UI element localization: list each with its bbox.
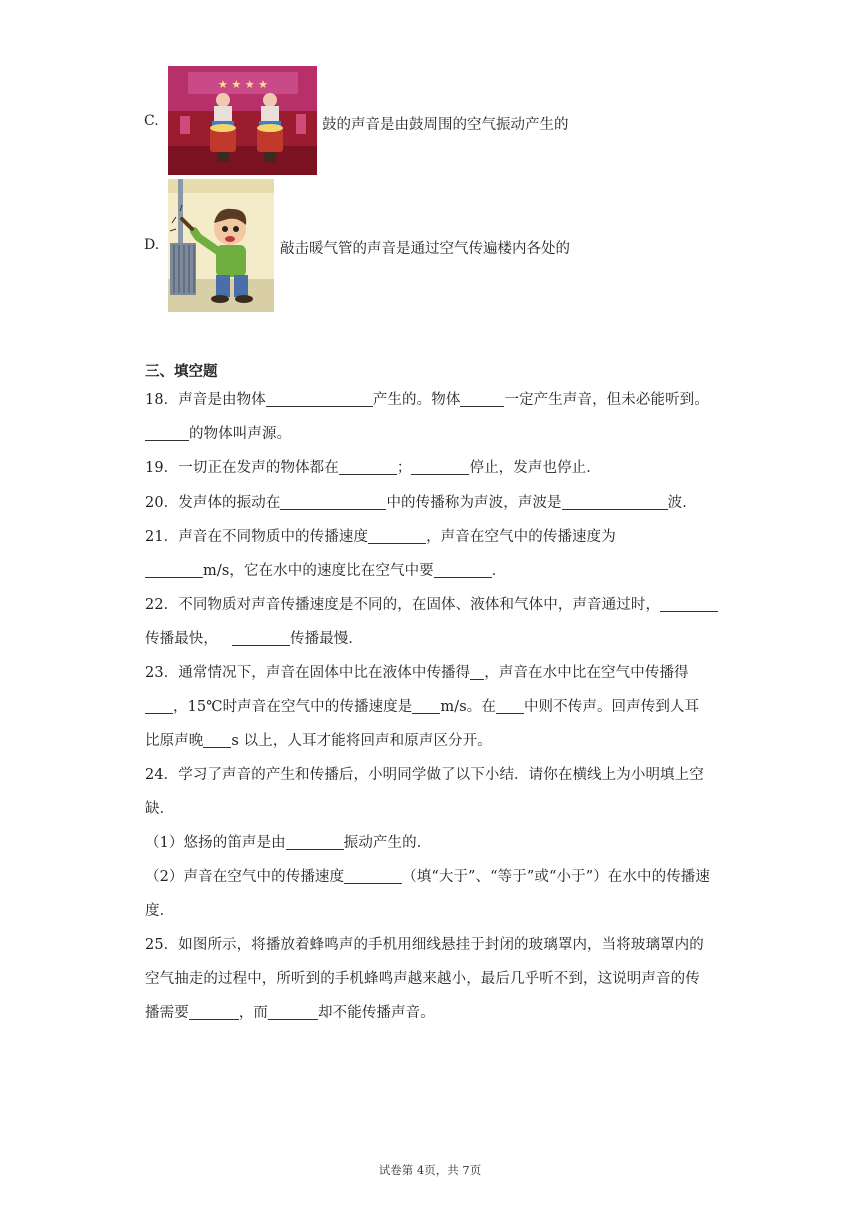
question-24-sub-2-cont xyxy=(145,899,174,920)
q24-text-1: 24．学习了声音的产生和传播后，小明同学做了以下小结．请你在横线上为小明填上空 xyxy=(145,767,704,783)
question-24-sub-2 xyxy=(145,865,710,886)
q23-text-3: ，15℃时声音在空气中的传播速度是 xyxy=(173,699,413,715)
q21-blank-3[interactable] xyxy=(434,563,492,579)
q23-text-6: 比原声晚 xyxy=(145,733,204,749)
question-22-line-1 xyxy=(145,593,718,614)
question-23-line-1 xyxy=(145,661,689,682)
q24-sub2-text-3: 度． xyxy=(145,903,175,919)
question-25-line-3 xyxy=(145,1001,435,1022)
q23-text-2: ，声音在水中比在空气中传播得 xyxy=(484,665,689,681)
page-footer: 试卷第 4页，共 7页 xyxy=(378,1163,482,1177)
q18-text-4: 的物体叫声源。 xyxy=(189,426,292,442)
q23-blank-3[interactable] xyxy=(412,699,440,715)
q23-text-1: 23．通常情况下，声音在固体中比在液体中传播得 xyxy=(145,665,471,681)
q21-text-1: 21．声音在不同物质中的传播速度 xyxy=(145,529,369,545)
question-19 xyxy=(145,456,601,477)
q25-blank-1[interactable] xyxy=(189,1005,239,1021)
heating-pipe-illustration xyxy=(168,179,274,312)
q20-blank-1[interactable] xyxy=(280,495,386,511)
q19-text-1: 19．一切正在发声的物体都在 xyxy=(145,460,339,476)
question-20 xyxy=(145,491,697,512)
q25-text-3: 播需要 xyxy=(145,1005,189,1021)
q25-text-2: 空气抽走的过程中，所听到的手机蜂鸣声越来越小，最后几乎听不到，这说明声音的传 xyxy=(145,971,700,987)
q23-blank-1[interactable] xyxy=(470,665,484,681)
q25-text-1: 25．如图所示，将播放着蜂鸣声的手机用细线悬挂于封闭的玻璃罩内，当将玻璃罩内的 xyxy=(145,937,704,953)
q20-text-3: 波． xyxy=(667,495,697,511)
section-title: 三、填空题 xyxy=(145,363,218,380)
q23-text-7: s 以上，人耳才能将回声和原声区分开。 xyxy=(231,733,492,749)
question-25-line-2 xyxy=(145,967,700,988)
q23-blank-5[interactable] xyxy=(203,733,231,749)
q24-blank-2[interactable] xyxy=(344,869,402,885)
q24-text-2: 缺． xyxy=(145,801,175,817)
q22-text-2: 传播最快， xyxy=(145,631,218,647)
question-18-line-2 xyxy=(145,422,291,443)
question-22-line-2 xyxy=(145,627,363,648)
svg-text:★ ★ ★ ★: ★ ★ ★ ★ xyxy=(218,78,268,91)
drum-performance-illustration xyxy=(168,66,317,175)
q18-blank-1[interactable] xyxy=(266,392,373,408)
option-c-letter: C. xyxy=(144,113,159,129)
q21-blank-1[interactable] xyxy=(368,529,426,545)
q24-sub2-text-2: （填“大于”、“等于”或“小于”）在水中的传播速 xyxy=(402,869,711,885)
option-d-text: 敲击暖气管的声音是通过空气传遍楼内各处的 xyxy=(280,241,570,257)
option-c-text: 鼓的声音是由鼓周围的空气振动产生的 xyxy=(322,117,569,133)
option-d-letter: D. xyxy=(144,237,160,253)
q22-text-1: 22．不同物质对声音传播速度是不同的，在固体、液体和气体中，声音通过时， xyxy=(145,597,661,613)
q18-blank-2[interactable] xyxy=(460,392,504,408)
q18-text-1: 18．声音是由物体 xyxy=(145,392,266,408)
q19-blank-2[interactable] xyxy=(411,460,469,476)
q18-text-2: 产生的。物体 xyxy=(372,392,461,408)
q22-blank-1[interactable] xyxy=(660,597,718,613)
q23-blank-4[interactable] xyxy=(496,699,524,715)
q25-text-5: 却不能传播声音。 xyxy=(318,1005,435,1021)
q21-text-3: m/s，它在水中的速度比在空气中要 xyxy=(203,563,434,579)
q24-sub1-text-2: 振动产生的． xyxy=(343,835,432,851)
q24-blank-1[interactable] xyxy=(286,835,344,851)
q19-text-3: 停止，发声也停止． xyxy=(469,460,601,476)
question-21-line-1 xyxy=(145,525,616,546)
question-18-line-1 xyxy=(145,388,709,409)
q25-blank-2[interactable] xyxy=(268,1005,318,1021)
q24-sub1-text-1: （1）悠扬的笛声是由 xyxy=(145,835,286,851)
q21-blank-2[interactable] xyxy=(145,563,203,579)
q21-text-4: ． xyxy=(491,563,507,579)
q19-text-2: ； xyxy=(396,460,412,476)
question-21-line-2 xyxy=(145,559,506,580)
q18-blank-3[interactable] xyxy=(145,426,189,442)
man-knocking-heating-pipe-cartoon xyxy=(168,179,274,312)
q21-text-2: ，声音在空气中的传播速度为 xyxy=(426,529,616,545)
question-23-line-3 xyxy=(145,729,492,750)
question-24-line-1 xyxy=(145,763,704,784)
q24-sub2-text-1: （2）声音在空气中的传播速度 xyxy=(145,869,345,885)
q22-text-3: 传播最慢． xyxy=(290,631,363,647)
q20-text-1: 20．发声体的振动在 xyxy=(145,495,281,511)
q23-text-5: 中则不传声。回声传到人耳 xyxy=(523,699,700,715)
question-25-line-1 xyxy=(145,933,704,954)
q20-blank-2[interactable] xyxy=(562,495,668,511)
question-23-line-2 xyxy=(145,695,699,716)
q23-blank-2[interactable] xyxy=(145,699,173,715)
q25-text-4: ，而 xyxy=(238,1005,269,1021)
q20-text-2: 中的传播称为声波，声波是 xyxy=(386,495,562,511)
question-24-line-2 xyxy=(145,797,174,818)
q23-text-4: m/s。在 xyxy=(440,699,496,715)
q19-blank-1[interactable] xyxy=(339,460,397,476)
drum-performance-photo xyxy=(168,66,317,175)
q18-text-3: 一定产生声音，但未必能听到。 xyxy=(504,392,709,408)
q22-blank-2[interactable] xyxy=(232,631,290,647)
question-24-sub-1 xyxy=(145,831,431,852)
